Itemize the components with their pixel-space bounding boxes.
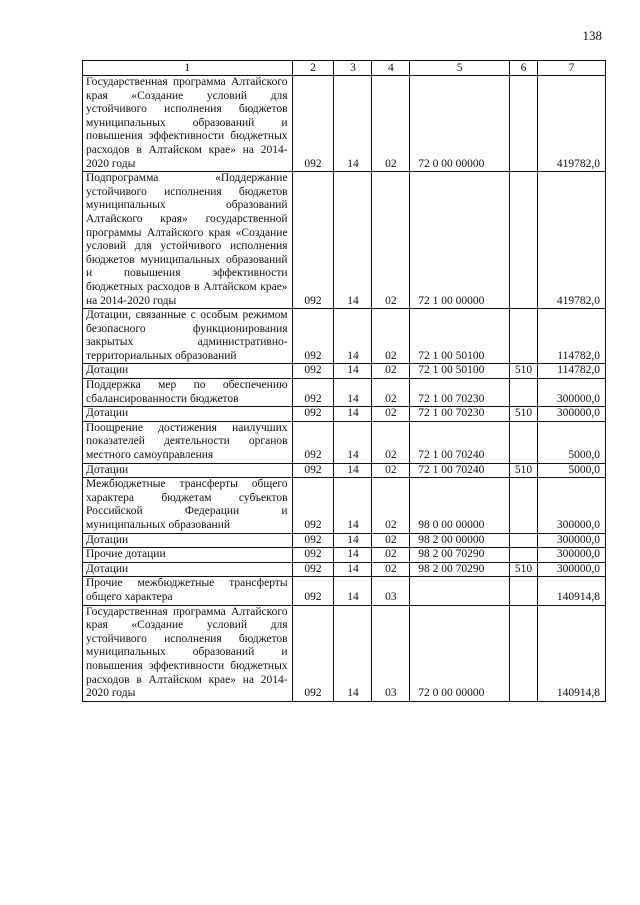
row-col-2: 092 — [292, 172, 334, 309]
header-col-4: 4 — [372, 61, 410, 76]
header-col-1: 1 — [83, 61, 293, 76]
row-col-7: 300000,0 — [538, 548, 606, 563]
row-col-4: 02 — [372, 478, 410, 533]
row-col-4: 02 — [372, 421, 410, 463]
row-col-6 — [510, 577, 538, 605]
row-col-6: 510 — [510, 407, 538, 422]
header-col-7: 7 — [538, 61, 606, 76]
table-row — [83, 172, 606, 309]
row-col-7: 300000,0 — [538, 407, 606, 422]
row-col-5: 72 1 00 50100 — [410, 364, 510, 379]
table-row — [83, 548, 606, 563]
row-col-2: 092 — [292, 478, 334, 533]
row-col-5: 98 0 00 00000 — [410, 478, 510, 533]
row-col-2: 092 — [292, 76, 334, 172]
row-col-2: 092 — [292, 379, 334, 407]
row-col-7: 140914,8 — [538, 577, 606, 605]
row-col-3: 14 — [334, 463, 372, 478]
row-col-4: 02 — [372, 364, 410, 379]
row-col-4: 03 — [372, 605, 410, 701]
row-col-2: 092 — [292, 605, 334, 701]
row-col-4: 03 — [372, 577, 410, 605]
row-col-4: 02 — [372, 463, 410, 478]
row-name: Дотации — [83, 364, 293, 379]
row-col-2: 092 — [292, 577, 334, 605]
table-header — [83, 61, 606, 76]
row-col-5: 72 1 00 00000 — [410, 172, 510, 309]
table-row — [83, 407, 606, 422]
table-row — [83, 478, 606, 533]
header-col-3: 3 — [334, 61, 372, 76]
row-col-4: 02 — [372, 407, 410, 422]
row-col-7: 114782,0 — [538, 309, 606, 364]
row-name: Прочие межбюджетные трансферты общего характера — [83, 577, 293, 605]
row-col-3: 14 — [334, 478, 372, 533]
table-row — [83, 76, 606, 172]
row-name: Дотации — [83, 407, 293, 422]
row-name: Дотации — [83, 562, 293, 577]
row-col-5: 98 2 00 70290 — [410, 562, 510, 577]
row-col-6 — [510, 478, 538, 533]
row-col-6: 510 — [510, 562, 538, 577]
table-row — [83, 577, 606, 605]
row-col-6 — [510, 76, 538, 172]
row-name: Прочие дотации — [83, 548, 293, 563]
row-name: Подпрограмма «Поддержание устойчивого исполнения бюджетов муниципальных образований Алтайского края» государственной программы Алтайского края «Создание условий для устойчивого исполнения бюджетов муниципальных образований и повышения эффективности бюджетных расходов в Алтайском крае» на 2014-2020 годы — [83, 172, 293, 309]
row-col-4: 02 — [372, 548, 410, 563]
row-col-7: 300000,0 — [538, 562, 606, 577]
table-row — [83, 562, 606, 577]
row-col-5: 72 0 00 00000 — [410, 605, 510, 701]
row-col-6: 510 — [510, 463, 538, 478]
row-col-5: 72 1 00 50100 — [410, 309, 510, 364]
row-col-2: 092 — [292, 364, 334, 379]
table-row — [83, 605, 606, 701]
row-name: Государственная программа Алтайского края «Создание условий для устойчивого исполнения бюджетов муниципальных образований и повышения эффективности бюджетных расходов в Алтайском крае» на 2014-2020 годы — [83, 605, 293, 701]
row-col-7: 114782,0 — [538, 364, 606, 379]
row-col-6 — [510, 548, 538, 563]
row-col-7: 419782,0 — [538, 76, 606, 172]
row-col-5: 72 1 00 70240 — [410, 463, 510, 478]
row-col-3: 14 — [334, 364, 372, 379]
row-col-4: 02 — [372, 172, 410, 309]
row-name: Дотации — [83, 533, 293, 548]
row-col-2: 092 — [292, 309, 334, 364]
header-row — [83, 61, 606, 76]
row-col-6 — [510, 605, 538, 701]
table-body — [83, 76, 606, 702]
row-name: Дотации — [83, 463, 293, 478]
row-col-5: 72 1 00 70240 — [410, 421, 510, 463]
row-col-6 — [510, 309, 538, 364]
row-name: Поддержка мер по обеспечению сбалансированности бюджетов — [83, 379, 293, 407]
table-row — [83, 379, 606, 407]
table-row — [83, 364, 606, 379]
row-col-4: 02 — [372, 76, 410, 172]
row-col-7: 419782,0 — [538, 172, 606, 309]
row-col-7: 300000,0 — [538, 533, 606, 548]
row-col-3: 14 — [334, 577, 372, 605]
page-number: 138 — [582, 28, 602, 43]
row-col-6 — [510, 379, 538, 407]
row-name: Государственная программа Алтайского края «Создание условий для устойчивого исполнения бюджетов муниципальных образований и повышения эффективности бюджетных расходов в Алтайском крае» на 2014-2020 годы — [83, 76, 293, 172]
row-col-5 — [410, 577, 510, 605]
row-col-7: 140914,8 — [538, 605, 606, 701]
row-col-6 — [510, 421, 538, 463]
row-col-4: 02 — [372, 533, 410, 548]
row-name: Межбюджетные трансферты общего характера бюджетам субъектов Российской Федерации и муниципальных образований — [83, 478, 293, 533]
row-col-6 — [510, 172, 538, 309]
row-col-3: 14 — [334, 172, 372, 309]
row-col-3: 14 — [334, 407, 372, 422]
header-col-2: 2 — [292, 61, 334, 76]
row-col-7: 300000,0 — [538, 478, 606, 533]
row-col-7: 5000,0 — [538, 421, 606, 463]
table-row — [83, 463, 606, 478]
row-col-5: 98 2 00 70290 — [410, 548, 510, 563]
row-col-5: 72 1 00 70230 — [410, 407, 510, 422]
row-col-3: 14 — [334, 533, 372, 548]
row-col-3: 14 — [334, 309, 372, 364]
row-col-5: 98 2 00 00000 — [410, 533, 510, 548]
header-col-5: 5 — [410, 61, 510, 76]
row-col-4: 02 — [372, 379, 410, 407]
row-col-3: 14 — [334, 562, 372, 577]
row-col-7: 5000,0 — [538, 463, 606, 478]
row-col-6: 510 — [510, 364, 538, 379]
row-col-3: 14 — [334, 76, 372, 172]
row-col-5: 72 0 00 00000 — [410, 76, 510, 172]
row-col-7: 300000,0 — [538, 379, 606, 407]
row-col-2: 092 — [292, 548, 334, 563]
table-row — [83, 533, 606, 548]
table-row — [83, 421, 606, 463]
row-col-4: 02 — [372, 562, 410, 577]
row-col-4: 02 — [372, 309, 410, 364]
row-col-3: 14 — [334, 379, 372, 407]
row-col-3: 14 — [334, 605, 372, 701]
row-col-3: 14 — [334, 421, 372, 463]
row-name: Дотации, связанные с особым режимом безопасного функционирования закрытых административно-территориальных образований — [83, 309, 293, 364]
row-col-2: 092 — [292, 533, 334, 548]
row-col-2: 092 — [292, 463, 334, 478]
row-col-6 — [510, 533, 538, 548]
row-col-2: 092 — [292, 407, 334, 422]
header-col-6: 6 — [510, 61, 538, 76]
row-col-2: 092 — [292, 421, 334, 463]
row-col-2: 092 — [292, 562, 334, 577]
row-name: Поощрение достижения наилучших показателей деятельности органов местного самоуправления — [83, 421, 293, 463]
table-row — [83, 309, 606, 364]
row-col-5: 72 1 00 70230 — [410, 379, 510, 407]
row-col-3: 14 — [334, 548, 372, 563]
budget-table — [82, 60, 606, 702]
